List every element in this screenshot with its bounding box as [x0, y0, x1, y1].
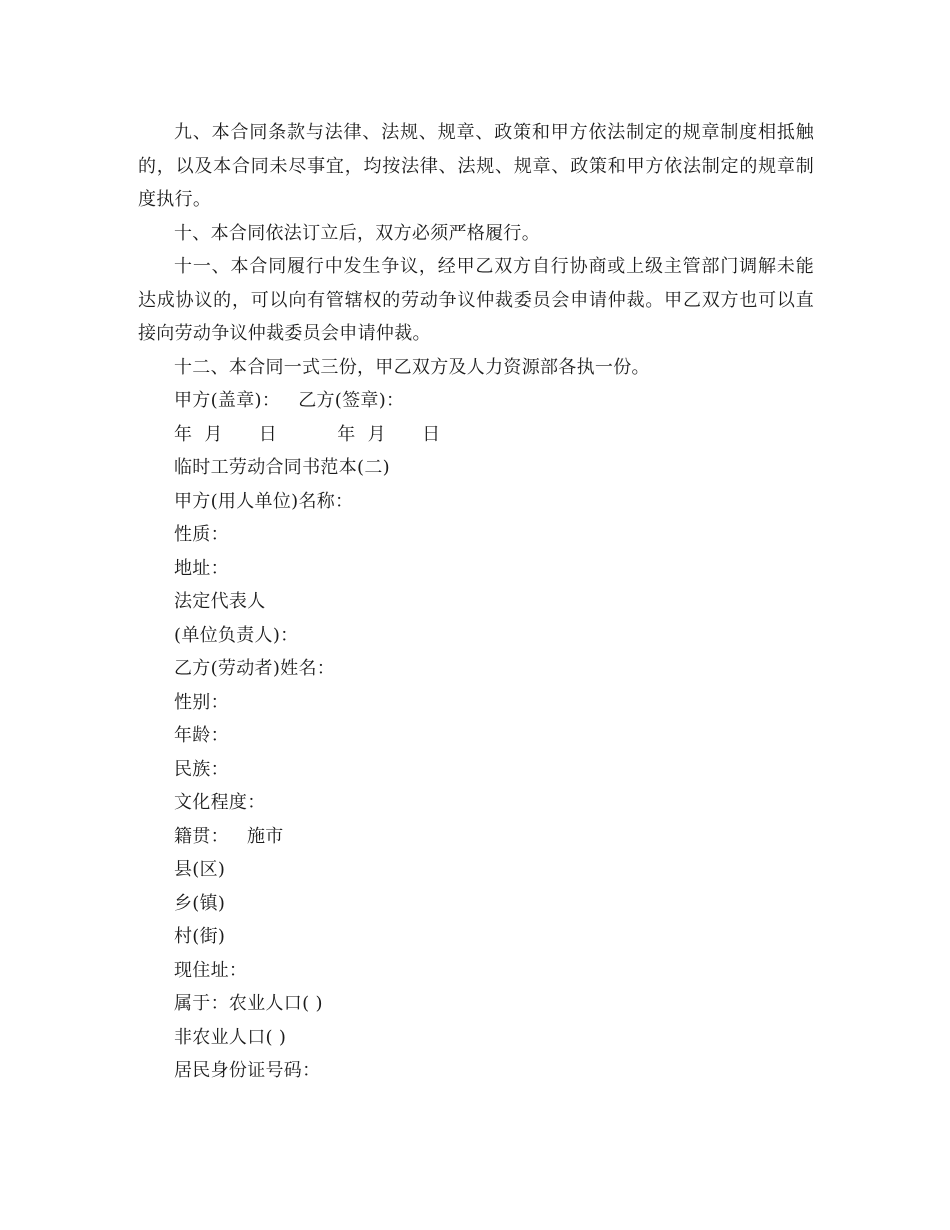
- field-worker-name: 乙方(劳动者)姓名：: [174, 658, 336, 679]
- clause-10: 十、本合同依法订立后，双方必须严格履行。: [174, 222, 540, 244]
- field-non-agri: 非农业人口( ): [174, 1026, 287, 1048]
- field-township: 乡(镇): [174, 892, 226, 914]
- field-gender: 性别：: [174, 691, 229, 713]
- field-native-place: 籍贯： 施市: [174, 825, 284, 847]
- clause-12: 十二、本合同一式三份，甲乙双方及人力资源部各执一份。: [174, 356, 650, 378]
- clause-11: 十一、本合同履行中发生争议，经甲乙双方自行协商或上级主管部门调解未能达成协议的，可以向有管辖权的劳动争议仲裁委员会申请仲裁。甲乙双方也可以直接向劳动争议仲裁委员会申请仲裁。: [138, 256, 814, 344]
- field-belongs-to: 属于：农业人口( ): [174, 993, 323, 1014]
- field-ethnicity: 民族：: [174, 758, 229, 780]
- clause-9: 九、本合同条款与法律、法规、规章、政策和甲方依法制定的规章制度相抵触的，以及本合同未尽事宜，均按法律、法规、规章、政策和甲方依法制定的规章制度执行。: [138, 122, 814, 210]
- field-nature: 性质：: [174, 524, 229, 545]
- signature-line: 甲方(盖章)： 乙方(签章)：: [174, 390, 405, 411]
- field-address: 地址：: [174, 557, 229, 579]
- field-id-number: 居民身份证号码：: [174, 1060, 321, 1081]
- date-line: 年 月 日 年 月 日: [174, 423, 441, 445]
- document-body: [138, 116, 814, 1088]
- field-employer-name: 甲方(用人单位)名称：: [174, 490, 354, 512]
- field-education: 文化程度：: [174, 792, 266, 813]
- field-current-address: 现住址：: [174, 959, 248, 981]
- field-county: 县(区): [174, 859, 226, 880]
- template-title: 临时工劳动合同书范本(二): [174, 457, 390, 478]
- field-legal-rep: 法定代表人: [174, 591, 266, 612]
- field-age: 年龄：: [174, 725, 229, 746]
- field-unit-head: (单位负责人)：: [174, 624, 299, 646]
- field-village: 村(街): [174, 926, 226, 947]
